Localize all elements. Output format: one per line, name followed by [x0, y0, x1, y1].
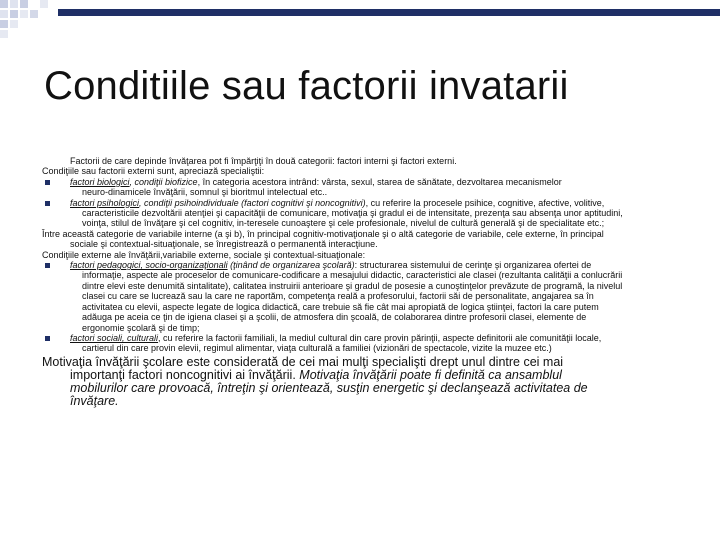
corner-decoration — [0, 0, 60, 40]
motivation-line: învăţare. — [70, 393, 119, 408]
motivation-line: Motivaţia învăţării şcolare este considerată de cei mai mulţi specialişti drept unul dintre cei mai — [42, 354, 564, 369]
social-cultural-factors-link[interactable]: factori sociali, culturali — [70, 332, 159, 343]
pedagogical-factors-link[interactable]: factori pedagogici, socio-organizaţionali — [70, 260, 228, 271]
bullet-continuation: caracteristicile dezvoltării atenţiei şi capacităţii de comunicare, motivaţia şi gradul ei de intensitate, prezenţa sau absenţa unor aptitudini, — [82, 208, 623, 219]
external-conditions-heading: Condiţiile externe ale învăţării,variabile externe, sociale şi contextual-situaţionale: — [42, 249, 366, 260]
external-factors-heading: Condiţiile sau factorii externi sunt, apreciază specialiştii: — [42, 166, 265, 177]
psychological-factors-link[interactable]: factori psihologici — [70, 197, 140, 208]
bullet-text: , cu referire la factorii familiali, la mediul cultural din care provin părinţii, aspecte definitorii ale comunităţii locale, — [158, 332, 602, 343]
bullet-text: : structurarea sistemului de cerinţe şi organizarea ofertei de — [354, 260, 592, 271]
biological-factors-link[interactable]: factori biologici — [70, 176, 130, 187]
bullet-square-icon — [45, 180, 50, 185]
bullet-continuation: neuro-dinamicele învăţării, somnul şi bioritmul intelectual etc.. — [82, 187, 328, 198]
header-accent-bar — [58, 9, 720, 16]
bullet-psychological — [42, 198, 700, 229]
bullet-italic-text: , condiţii biofizice — [129, 176, 198, 187]
bullet-biological — [42, 177, 700, 198]
bullet-continuation: ergonomie şcolară şi de timp; — [82, 322, 200, 333]
bullet-continuation: dintre elevi este denumită sintalitate), calitatea instruirii anterioare şi gradul de posesie a cunoştinţelor prevăzute de programă, la nivelul — [82, 280, 623, 291]
intro-paragraph: Factorii de care depinde învăţarea pot fi împărţiţi în două categorii: factori interni şi factori externi. — [70, 156, 457, 166]
bullet-social-cultural — [42, 333, 700, 354]
bullet-text: , cu referire la procesele psihice, cognitive, afective, volitive, — [365, 197, 605, 208]
motivation-definition: Motivaţia învăţării poate fi definită ca ansamblul — [295, 367, 562, 382]
interaction-paragraph — [42, 229, 700, 250]
bullet-text: , în categoria acestora intrând: vârsta, sexul, starea de sănătate, dezvoltarea mecanismelor — [197, 176, 562, 187]
motivation-line-2 — [42, 369, 700, 382]
motivation-text: importanţi factori noncognitivi ai învăţării. — [70, 367, 296, 382]
bullet-continuation: clasei cu care se lucrează sau la care ne raportăm, competenţa reală a profesorului, factorii săi de personalitate, angajarea sa în — [82, 291, 594, 302]
bullet-square-icon — [45, 336, 50, 341]
bullet-continuation: voinţa, stilul de învăţare şi cel cognitiv, in-teresele cunoaştere şi cele profesionale, nivelul de cultură generală şi de specialitate etc.; — [82, 218, 605, 229]
paragraph-line: Între această categorie de variabile interne (a şi b), în principal cognitiv-motivaţionale şi o altă categorie de variabile, cele externe, în principal — [42, 228, 604, 239]
paragraph-line: sociale şi contextual-situaţionale, se înregistrează o permanentă interacţiune. — [70, 239, 378, 250]
bullet-continuation: adăuga pe aceia ce ţin de igiena clasei şi a şcolii, de atmosfera din şcoală, de colaborarea dintre profesorii clasei, elemente de — [82, 312, 587, 323]
bullet-italic-text: , condiţii psihoindividuale (factori cognitivi şi noncognitivi) — [139, 197, 366, 208]
bullet-pedagogical — [42, 260, 700, 333]
bullet-continuation: activitatea cu elevii, aspecte legate de logica didactică, care trebuie să fie cât mai apropiată de logica ştiinţei, factori la care putem — [82, 301, 599, 312]
bullet-continuation: cartierul din care provin elevii, regimul alimentar, viaţa culturală a familiei (vizionări de spectacole, vizite la muzee etc.) — [82, 343, 552, 354]
slide-title: Conditiile sau factorii invatarii — [44, 64, 569, 108]
slide-body — [42, 156, 700, 408]
bullet-square-icon — [45, 201, 50, 206]
bullet-square-icon — [45, 263, 50, 268]
bullet-italic-text: (ţinând de organizarea şcolară) — [227, 260, 355, 271]
bullet-continuation: informaţie, aspecte ale proceselor de comunicare-codificare a mesajului didactic, caracteristici ale clasei (rezultanta calităţii a conlucrării — [82, 270, 623, 281]
motivation-line: mobilurilor care provoacă, întreţin şi orientează, susţin energetic şi declanşează activitatea de — [70, 380, 588, 395]
motivation-paragraph — [42, 356, 700, 408]
